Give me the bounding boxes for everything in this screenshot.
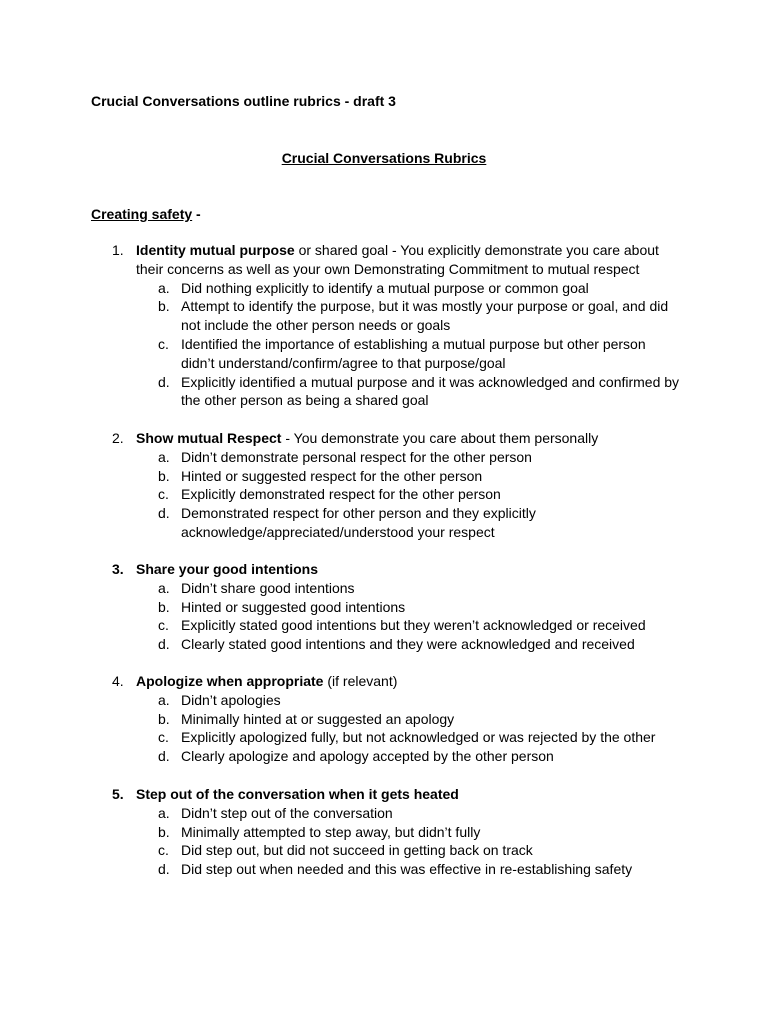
sub-item-letter: a.	[158, 804, 170, 821]
sub-item-text: Did step out, but did not succeed in getting back on track	[181, 842, 533, 859]
sub-item-letter: d.	[158, 505, 170, 522]
sub-item-letter: b.	[158, 710, 170, 727]
sub-item-letter: d.	[158, 748, 170, 765]
sub-item	[0, 579, 768, 598]
item-number: 5.	[112, 786, 124, 802]
item-description: or shared goal - You explicitly demonstrate you care about their concerns as well as your own Demonstrating Commitment to mutual respect	[136, 242, 659, 277]
sub-item-text: Did nothing explicitly to identify a mutual purpose or common goal	[181, 279, 589, 296]
item-number: 1.	[112, 242, 124, 258]
rubric-item-1	[0, 241, 768, 410]
sub-item-letter: b.	[158, 467, 170, 484]
item-description: (if relevant)	[323, 673, 398, 689]
sub-item	[0, 485, 768, 504]
rubric-item-5	[0, 785, 768, 879]
item-description: - You demonstrate you care about them personally	[281, 430, 599, 446]
sub-item-letter: c.	[158, 486, 169, 503]
sub-item-text: Explicitly demonstrated respect for the other person	[181, 486, 501, 503]
section-heading	[91, 205, 201, 223]
sub-item	[0, 710, 768, 729]
sub-item	[0, 467, 768, 486]
sub-item-letter: c.	[158, 729, 169, 746]
section-title: Creating safety	[91, 206, 193, 222]
rubric-item-4	[0, 672, 768, 766]
sub-item-letter: d.	[158, 373, 170, 390]
sub-item-letter: b.	[158, 598, 170, 615]
sub-item-letter: c.	[158, 842, 169, 859]
sub-item-letter: c.	[158, 335, 169, 352]
sub-item-letter: d.	[158, 636, 170, 653]
sub-item	[0, 747, 768, 766]
item-number: 2.	[112, 430, 124, 446]
sub-item	[0, 504, 768, 542]
sub-item-text: Didn’t share good intentions	[181, 579, 355, 596]
sub-item-text: Hinted or suggested good intentions	[181, 598, 406, 615]
sub-item-text: Minimally attempted to step away, but didn’t fully	[181, 823, 481, 840]
sub-item-text: Did step out when needed and this was effective in re-establishing safety	[181, 861, 633, 878]
sub-item-text: Clearly stated good intentions and they were acknowledged and received	[181, 636, 635, 653]
sub-item	[0, 728, 768, 747]
sub-item	[0, 635, 768, 654]
sub-item	[0, 804, 768, 823]
sub-item-text: Minimally hinted at or suggested an apology	[181, 710, 455, 727]
item-text	[136, 560, 676, 579]
sub-item	[0, 691, 768, 710]
sub-item	[0, 335, 768, 373]
item-text	[136, 672, 676, 691]
section-suffix: -	[192, 206, 201, 222]
sub-item	[0, 823, 768, 842]
sub-item-letter: c.	[158, 617, 169, 634]
sub-item-letter: b.	[158, 298, 170, 315]
document-title: Crucial Conversations outline rubrics - draft 3	[91, 93, 396, 109]
sub-item-letter: a.	[158, 579, 170, 596]
item-bold-title: Identity mutual purpose	[136, 242, 295, 258]
sub-item	[0, 297, 768, 335]
sub-item	[0, 616, 768, 635]
sub-item	[0, 373, 768, 411]
item-bold-title: Show mutual Respect	[136, 430, 282, 446]
item-bold-title: Step out of the conversation when it gets heated	[136, 786, 459, 802]
sub-item-letter: b.	[158, 823, 170, 840]
sub-item-text: Didn’t demonstrate personal respect for the other person	[181, 448, 532, 465]
sub-item-text: Attempt to identify the purpose, but it was mostly your purpose or goal, and did not include the other person needs or goals	[181, 298, 669, 334]
sub-item	[0, 279, 768, 298]
item-number: 4.	[112, 673, 124, 689]
sub-item	[0, 448, 768, 467]
item-number: 3.	[112, 561, 124, 577]
sub-item-text: Explicitly apologized fully, but not acknowledged or was rejected by the other	[181, 729, 656, 746]
sub-item-text: Didn’t apologies	[181, 691, 281, 708]
sub-item-letter: a.	[158, 448, 170, 465]
sub-item-text: Clearly apologize and apology accepted by the other person	[181, 748, 554, 765]
sub-item-text: Hinted or suggested respect for the other person	[181, 467, 483, 484]
item-bold-title: Share your good intentions	[136, 561, 319, 577]
rubrics-heading: Crucial Conversations Rubrics	[281, 150, 487, 166]
rubric-item-2	[0, 429, 768, 542]
sub-item	[0, 860, 768, 879]
rubric-item-3	[0, 560, 768, 654]
sub-item-text: Didn’t step out of the conversation	[181, 804, 393, 821]
sub-item	[0, 841, 768, 860]
sub-item-text: Explicitly identified a mutual purpose and it was acknowledged and confirmed by the other person as being a shared goal	[181, 373, 680, 409]
sub-item-text: Identified the importance of establishing a mutual purpose but other person didn’t understand/confirm/agree to that purpose/goal	[181, 335, 646, 371]
sub-item-letter: d.	[158, 861, 170, 878]
item-text	[136, 241, 676, 279]
sub-item-text: Explicitly stated good intentions but they weren’t acknowledged or received	[181, 617, 646, 634]
sub-item-letter: a.	[158, 691, 170, 708]
item-text	[136, 429, 676, 448]
item-bold-title: Apologize when appropriate	[136, 673, 324, 689]
sub-item-letter: a.	[158, 279, 170, 296]
sub-item-text: Demonstrated respect for other person and they explicitly acknowledge/appreciated/understood your respect	[181, 505, 536, 540]
sub-item	[0, 598, 768, 617]
item-text	[136, 785, 676, 804]
